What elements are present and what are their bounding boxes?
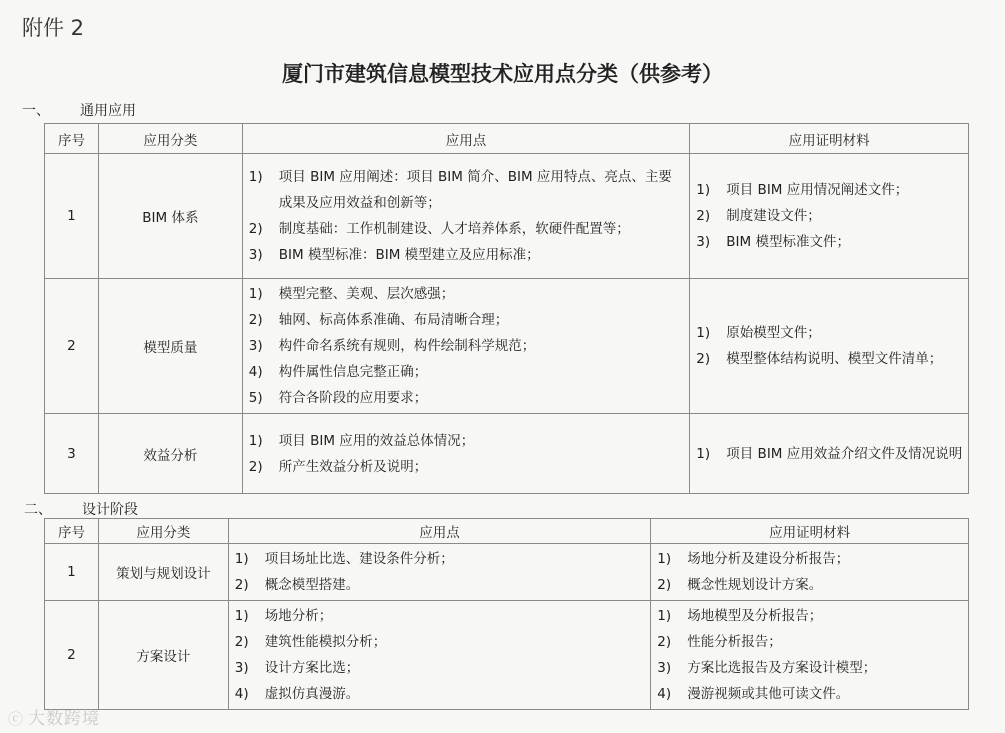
row-points: [242, 154, 689, 279]
list-item: 4) 漫游视频或其他可读文件。: [657, 686, 850, 702]
header-category: 应用分类: [98, 519, 228, 544]
row-points: [228, 544, 651, 601]
watermark-text: 大数跨境: [28, 709, 101, 729]
table-row: [45, 414, 969, 494]
list-item: 3) 构件命名系统有规则，构件绘制科学规范；: [248, 338, 536, 354]
list-item: 4) 虚拟仿真漫游。: [234, 686, 360, 702]
row-category: 方案设计: [98, 601, 228, 710]
table-header-row: [45, 124, 969, 154]
attachment-label: 附件 2: [22, 16, 85, 40]
list-item: 3) 方案比选报告及方案设计模型；: [657, 660, 877, 676]
section-heading-design: [24, 499, 138, 519]
row-points: [242, 279, 689, 414]
table-row: [45, 601, 969, 710]
header-no: 序号: [45, 519, 99, 544]
list-item: 3) 设计方案比选；: [234, 660, 360, 676]
row-materials: [690, 279, 969, 414]
list-item: 3) BIM 模型标准文件；: [696, 234, 850, 250]
list-item: 2) 概念性规划设计方案。: [657, 577, 823, 593]
list-item: 1) 项目 BIM 应用阐述：项目 BIM 简介、BIM 应用特点、亮点、主要成果及应用效益和创新等；: [248, 169, 672, 211]
row-materials: [651, 601, 969, 710]
header-points: 应用点: [228, 519, 651, 544]
list-item: 5) 符合各阶段的应用要求；: [248, 390, 428, 406]
header-materials: 应用证明材料: [651, 519, 969, 544]
list-item: 1) 原始模型文件；: [696, 325, 821, 341]
header-no: 序号: [45, 124, 99, 154]
table-header-row: [45, 519, 969, 544]
list-item: 2) 模型整体结构说明、模型文件清单；: [696, 351, 943, 367]
design-stage-table: [44, 518, 969, 710]
section-name: 设计阶段: [82, 502, 138, 518]
row-category: 模型质量: [98, 279, 242, 414]
list-item: 2) 轴网、标高体系准确、布局清晰合理；: [248, 312, 509, 328]
list-item: 2) 制度建设文件；: [696, 208, 821, 224]
list-item: 1) 场地模型及分析报告；: [657, 608, 823, 624]
table-row: [45, 279, 969, 414]
row-category: 策划与规划设计: [98, 544, 228, 601]
table-row: [45, 544, 969, 601]
row-category: 效益分析: [98, 414, 242, 494]
row-materials: [690, 414, 969, 494]
header-materials: 应用证明材料: [690, 124, 969, 154]
list-item: 4) 构件属性信息完整正确；: [248, 364, 428, 380]
section-number: 二、: [24, 502, 52, 518]
header-points: 应用点: [242, 124, 689, 154]
list-item: 1) 项目场址比选、建设条件分析；: [234, 551, 454, 567]
section-name: 通用应用: [80, 103, 136, 119]
header-category: 应用分类: [98, 124, 242, 154]
row-materials: [651, 544, 969, 601]
row-no: 1: [45, 544, 99, 601]
general-application-table: [44, 123, 969, 494]
watermark-logo-icon: ⓒ: [8, 710, 25, 728]
list-item: 1) 模型完整、美观、层次感强；: [248, 286, 455, 302]
row-points: [228, 601, 651, 710]
section-number: 一、: [22, 103, 50, 119]
row-materials: [690, 154, 969, 279]
list-item: 1) 项目 BIM 应用的效益总体情况；: [248, 432, 475, 449]
list-item: 2) 制度基础：工作机制建设、人才培养体系，软硬件配置等；: [248, 221, 630, 237]
section-heading-general: [22, 100, 136, 120]
row-no: 3: [45, 414, 99, 494]
table-row: [45, 154, 969, 279]
list-item: 1) 项目 BIM 应用情况阐述文件；: [696, 182, 909, 198]
list-item: 1) 场地分析；: [234, 608, 333, 624]
list-item: 2) 概念模型搭建。: [234, 577, 360, 593]
list-item: 3) BIM 模型标准：BIM 模型建立及应用标准；: [248, 247, 540, 263]
list-item: 1) 场地分析及建设分析报告；: [657, 551, 850, 567]
row-no: 1: [45, 154, 99, 279]
row-points: [242, 414, 689, 494]
list-item: 2) 建筑性能模拟分析；: [234, 634, 387, 650]
row-no: 2: [45, 279, 99, 414]
list-item: 1) 项目 BIM 应用效益介绍文件及情况说明: [696, 445, 963, 462]
row-category: BIM 体系: [98, 154, 242, 279]
list-item: 2) 性能分析报告；: [657, 634, 782, 650]
document-title: 厦门市建筑信息模型技术应用点分类（供参考）: [282, 61, 723, 86]
watermark: [8, 704, 100, 729]
row-no: 2: [45, 601, 99, 710]
list-item: 2) 所产生效益分析及说明；: [248, 458, 428, 475]
